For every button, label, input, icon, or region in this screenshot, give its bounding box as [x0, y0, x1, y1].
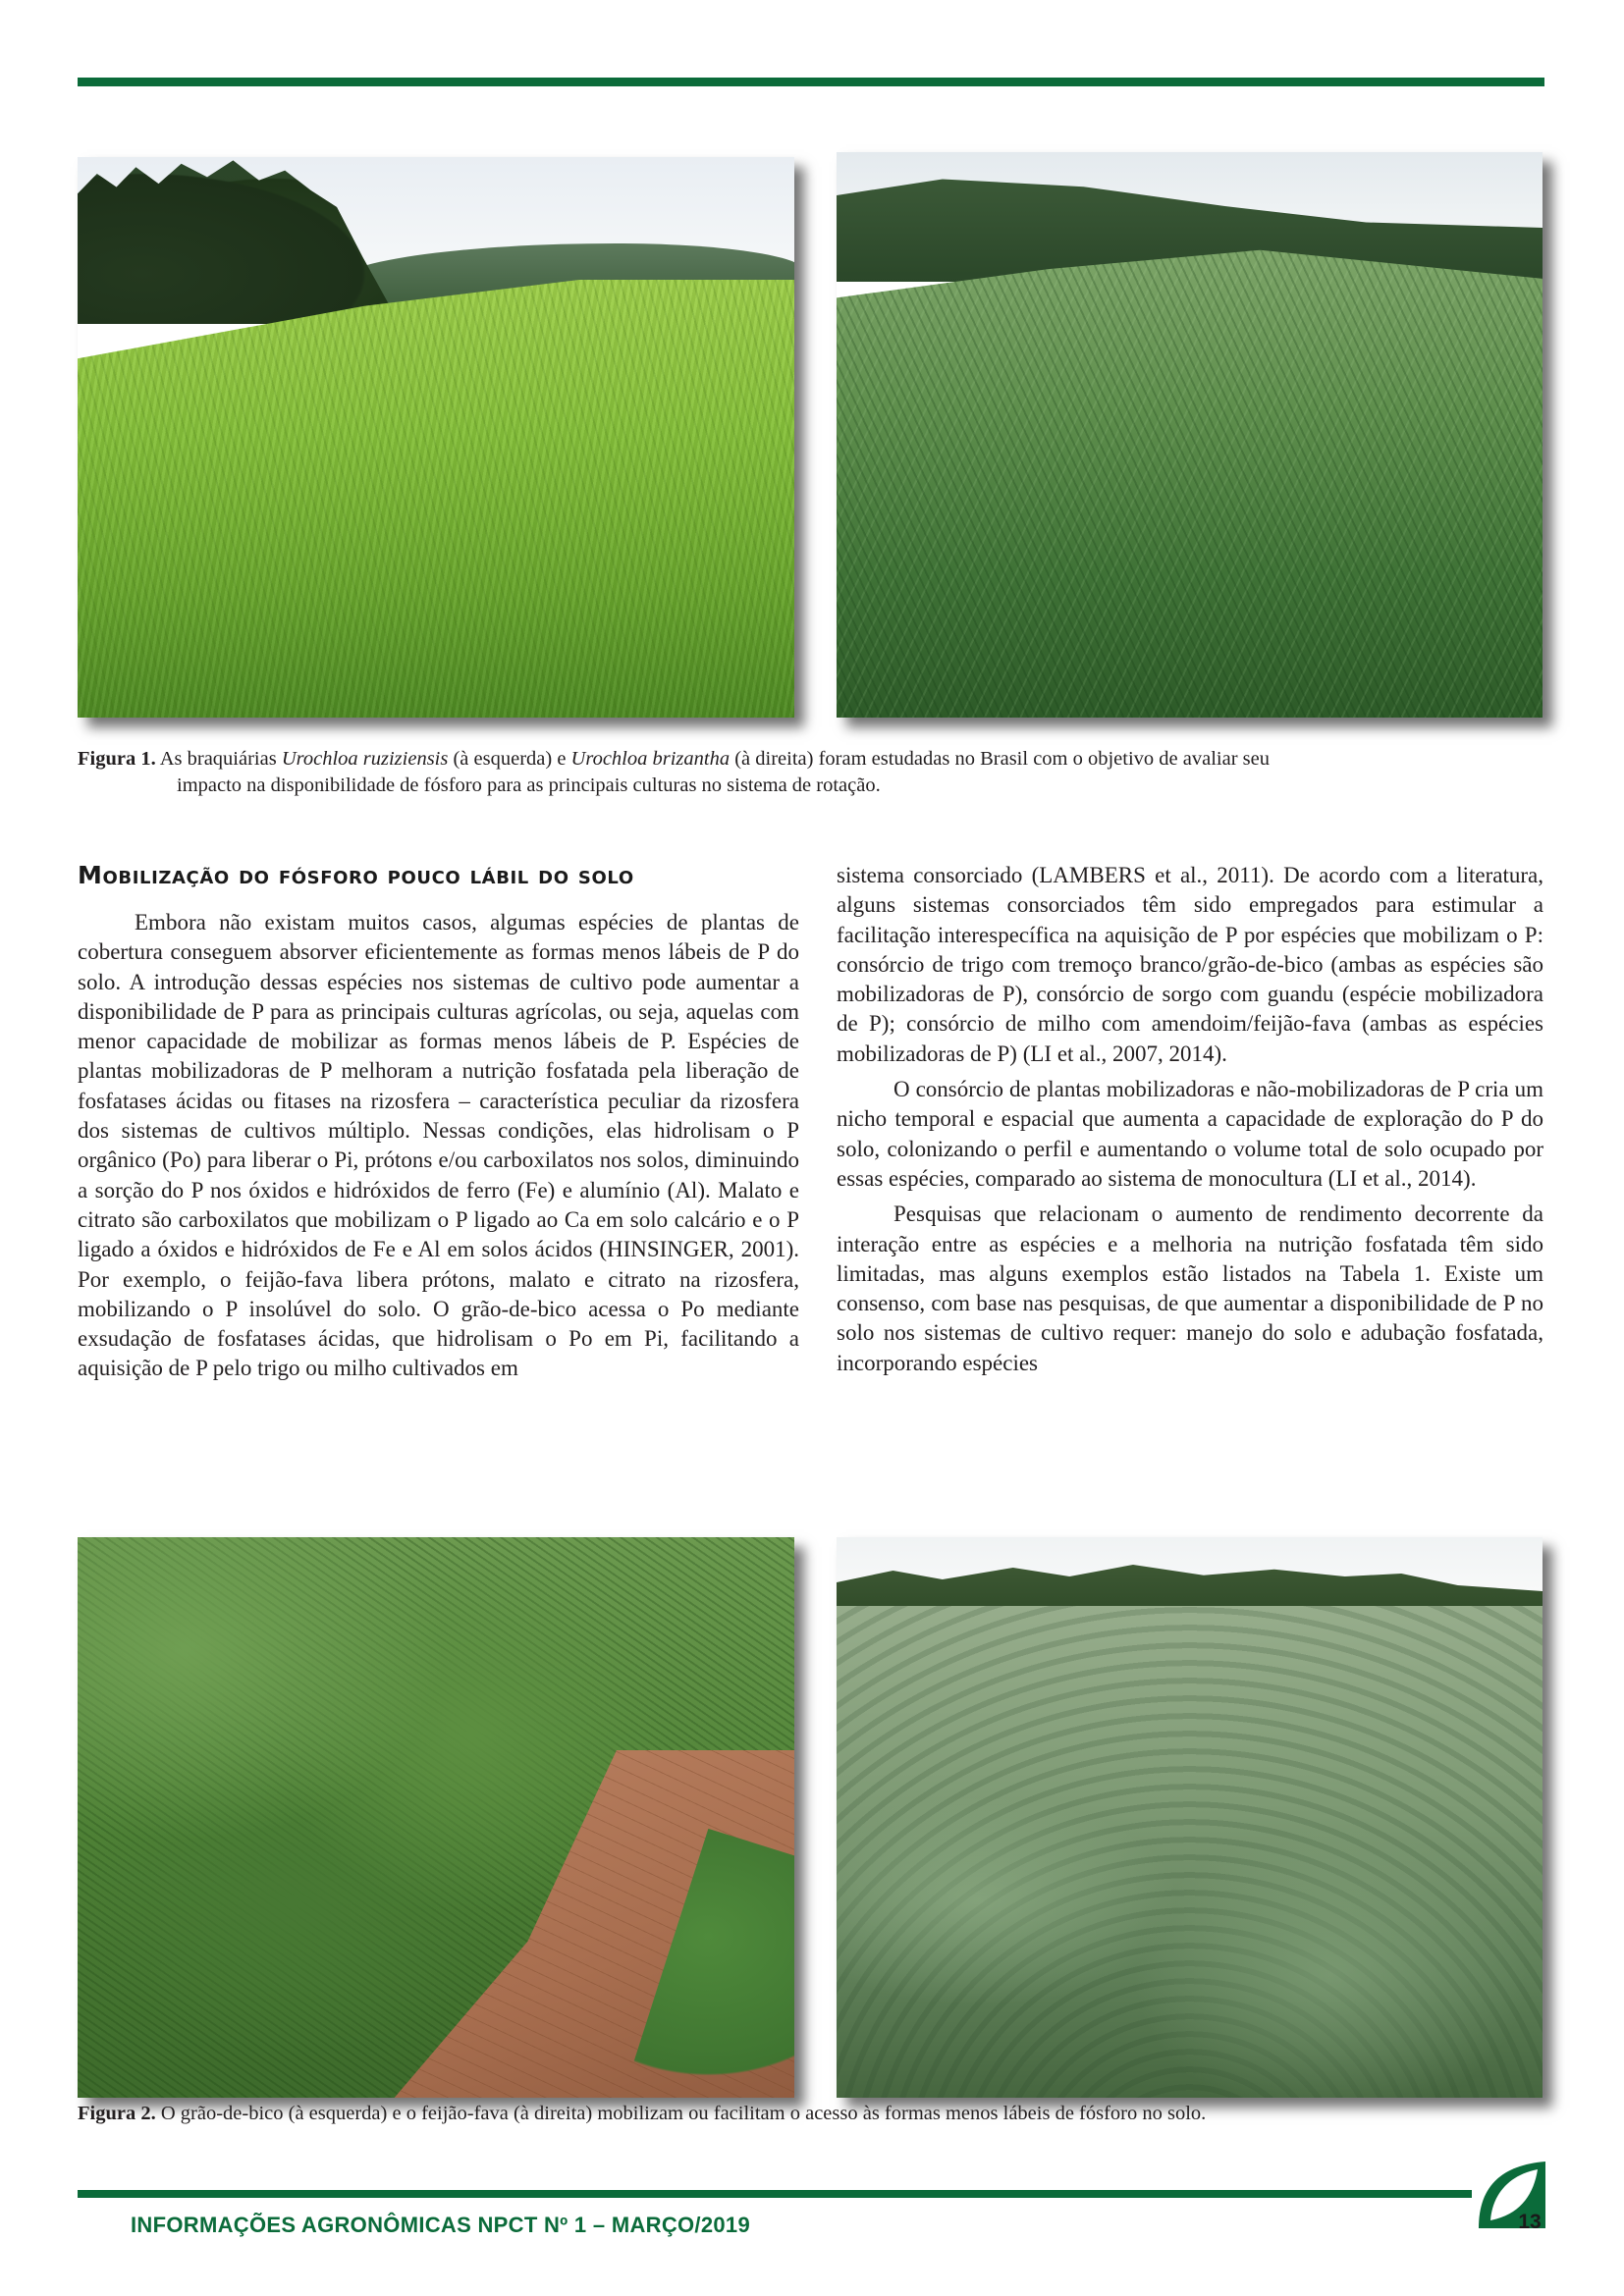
- body-paragraph: sistema consorciado (LAMBERS et al., 2011). De acordo com a literatura, alguns sistemas consorciados têm sido empregados para estimular a facilitação interespecífica na aquisição de P por espécies que mobilizam o P: consórcio de trigo com tremoço branco/grão-de-bico (ambas as espécies são mobilizadoras de P), consórcio de sorgo com guandu (espécie mobilizadora de P); consórcio de milho com amendoim/feijão-fava (ambas as espécies mobilizadoras de P) (LI et al., 2007, 2014).: [837, 863, 1543, 1066]
- photo-fava-field: [837, 1606, 1543, 2098]
- figure1-caption-line2: impacto na disponibilidade de fósforo para as principais culturas no sistema de rotação.: [177, 774, 881, 796]
- figure1-caption: [78, 746, 1544, 799]
- body-paragraph: Pesquisas que relacionam o aumento de rendimento decorrente da interação entre as espécies e a melhoria na nutrição fosfatada têm sido limitadas, mas alguns exemplos estão listados na Tabela 1. Existe um consenso, com base nas pesquisas, de que aumentar a disponibilidade de P no solo nos sistemas de cultivo requer: manejo do solo e adubação fosfatada, incorporando espécies: [837, 1201, 1543, 1375]
- body-column-right: [837, 861, 1543, 1378]
- figure2-photo-chickpea: [78, 1537, 794, 2098]
- footer-rule: [78, 2190, 1472, 2198]
- figure2-caption: Figura 2. O grão-de-bico (à esquerda) e o feijão-fava (à direita) mobilizam ou facilitam o acesso às formas menos lábeis de fósforo no solo.: [78, 2103, 1207, 2124]
- photo-grass-field: [837, 240, 1543, 718]
- figure2-photo-fava-bean: [837, 1537, 1543, 2098]
- header-rule: [78, 78, 1544, 86]
- publication-footer: INFORMAÇÕES AGRONÔMICAS NPCT Nº 1 – MARÇO/2019: [131, 2213, 750, 2237]
- page-number: 13: [1518, 2211, 1542, 2233]
- body-column-left: [78, 908, 799, 1384]
- figure1-label: Figura 1.: [78, 748, 156, 770]
- photo-grass-field: [78, 280, 794, 718]
- section-title: Mobilização do fósforo pouco lábil do solo: [78, 861, 634, 889]
- body-paragraph: O consórcio de plantas mobilizadoras e não-mobilizadoras de P cria um nicho temporal e espacial que aumenta a capacidade de exploração do P do solo, colonizando o perfil e aumentando o volume total de solo ocupado por essas espécies, comparado ao sistema de monocultura (LI et al., 2014).: [837, 1077, 1543, 1191]
- body-paragraph: Embora não existam muitos casos, algumas espécies de plantas de cobertura conseguem absorver eficientemente as formas menos lábeis de P do solo. A introdução dessas espécies nos sistemas de cultivo pode aumentar a disponibilidade de P para as principais culturas agrícolas, ou seja, aquelas com menor capacidade de mobilizar as formas menos lábeis de P. Espécies de plantas mobilizadoras de P melhoram a nutrição fosfatada pela liberação de fosfatases ácidas ou fitases na rizosfera – característica peculiar da rizosfera dos sistemas de cultivos múltiplo. Nessas condições, elas hidrolisam o P orgânico (Po) para liberar o Pi, prótons e/ou carboxilatos nos solos, diminuindo a sorção do P nos óxidos e hidróxidos de ferro (Fe) e alumínio (Al). Malato e citrato são carboxilatos que mobilizam o P ligado ao Ca em solo calcário e o P ligado a óxidos e hidróxidos de Fe e Al em solos ácidos (HINSINGER, 2001). Por exemplo, o feijão-fava libera prótons, malato e citrato na rizosfera, mobilizando o P insolúvel do solo. O grão-de-bico acessa o Po mediante exsudação de fosfatases ácidas, que hidrolisam o Po em Pi, facilitando a aquisição de P pelo trigo ou milho cultivados em: [78, 910, 799, 1381]
- figure1-caption-line1: Figura 1. As braquiárias Urochloa ruziziensis (à esquerda) e Urochloa brizantha (à direita) foram estudadas no Brasil com o objetivo de avaliar seu: [78, 748, 1270, 770]
- figure1-photo-urochloa-brizantha: [837, 152, 1543, 718]
- figure1-photo-urochloa-ruziziensis: [78, 157, 794, 718]
- figure2-label: Figura 2.: [78, 2103, 156, 2124]
